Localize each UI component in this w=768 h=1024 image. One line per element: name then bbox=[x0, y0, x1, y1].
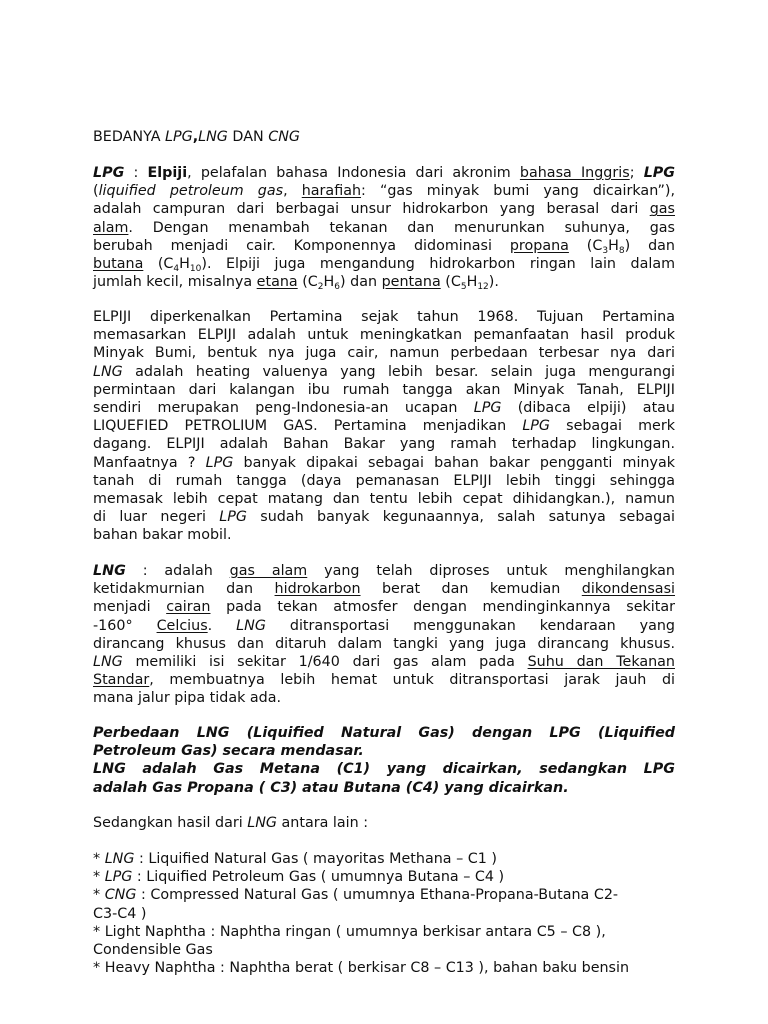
link-celcius[interactable]: Celcius bbox=[156, 617, 208, 634]
link-suhu-dan-tekanan[interactable]: Suhu dan Tekanan bbox=[527, 654, 675, 671]
link-bahasa-inggris[interactable]: bahasa Inggris bbox=[519, 165, 630, 181]
paragraph-elpiji: ELPIJI diperkenalkan Pertamina sejak tahun 1968. Tujuan Pertamina memasarkan ELPIJI adalah untuk meningkatkan pemanfaatan hasil produk Minyak Bumi, bentuk nya juga cair, namun perbedaan terbesar nya dari LNG adalah heating valuenya yang lebih besar. selain juga mengurangi permintaan dari kalangan ibu rumah tangga akan Minyak Tanah, ELPIJI sendiri merupakan peng-Indonesia-an ucapan LPG (dibaca elpiji) atau LIQUEFIED PETROLIUM GAS. Pertamina menjadikan LPG sebagai merk dagang. ELPIJI adalah Bahan Bakar yang ramah terhadap lingkungan. Manfaatnya ? LPG banyak dipakai sebagai bahan bakar pengganti minyak tanah di rumah tangga (daya pemanasan ELPIJI lebih tinggi sehingga memasak lebih cepat matang dan tentu lebih cepat dihidangkan.), namun di luar negeri LPG sudah banyak kegunaannya, salah satunya sebagai bahan bakar mobil. bbox=[93, 309, 676, 544]
list-item-light-naphtha: * Light Naphtha : Naphtha ringan ( umumnya berkisar antara C5 – C8 ), bbox=[93, 923, 606, 940]
link-etana[interactable]: etana bbox=[256, 274, 298, 291]
link-propana[interactable]: propana bbox=[509, 237, 569, 254]
link-harafiah[interactable]: harafiah bbox=[301, 183, 362, 200]
link-dikondensasi[interactable]: dikondensasi bbox=[581, 581, 675, 598]
link-alam[interactable]: alam bbox=[93, 219, 129, 236]
list-item-cng: * CNG : Compressed Natural Gas ( umumnya Ethana-Propana-Butana C2- bbox=[93, 887, 619, 904]
list-item-heavy-naphtha: * Heavy Naphtha : Naphtha berat ( berkisar C8 – C13 ), bahan baku bensin bbox=[93, 960, 630, 977]
link-cairan[interactable]: cairan bbox=[166, 599, 211, 616]
link-butana[interactable]: butana bbox=[93, 256, 144, 273]
paragraph-perbedaan: Perbedaan LNG (Liquified Natural Gas) dengan LPG (Liquified Petroleum Gas) secara mendasar. LNG adalah Gas Metana (C1) yang dicairkan, sedangkan LPG adalah Gas Propana ( C3) atau Butana (C4) yang dicairkan. bbox=[93, 725, 675, 796]
list-item-lpg: * LPG : Liquified Petroleum Gas ( umumnya Butana – C4 ) bbox=[93, 869, 505, 886]
link-gas-alam[interactable]: gas bbox=[649, 201, 675, 218]
paragraph-hasil-lng: Sedangkan hasil dari LNG antara lain : bbox=[93, 815, 369, 831]
paragraph-lpg-definition: LPG : Elpiji, pelafalan bahasa Indonesia dari akronim bahasa Inggris; LPG (liquified petroleum gas, harafiah: “gas minyak bumi yang dicairkan”), adalah campuran dari berbagai unsur hidrokarbon yang berasal dari gas alam. Dengan menambah tekanan dan menurunkan suhunya, gas berubah menjadi cair. Komponennya didominasi propana $(C_3H_8)$ dan butana $(C_4H_{10})$. Elpiji juga mengandung hidrokarbon ringan lain dalam jumlah kecil, misalnya etana $(C_2H_6)$ dan pentana $(C_5H_{12})$. bbox=[93, 165, 676, 293]
link-standar[interactable]: Standar bbox=[93, 672, 150, 689]
link-pentana[interactable]: pentana bbox=[381, 274, 441, 291]
link-hidrokarbon[interactable]: hidrokarbon bbox=[274, 581, 361, 598]
paragraph-lng-definition: LNG : adalah gas alam yang telah diproses untuk menghilangkan ketidakmurnian dan hidrokarbon berat dan kemudian dikondensasi menjadi cairan pada tekan atmosfer dengan mendinginkannya sekitar -160° Celcius. LNG ditransportasi menggunakan kendaraan yang dirancang khusus dan ditaruh dalam tangki yang juga dirancang khusus. LNG memiliki isi sekitar 1/640 dari gas alam pada Suhu dan Tekanan Standar, membuatnya lebih hemat untuk ditransportasi jarak jauh di mana jalur pipa tidak ada. bbox=[93, 563, 676, 707]
document-title: BEDANYA LPG,LNG DAN CNG bbox=[93, 129, 300, 145]
product-list: * LNG : Liquified Natural Gas ( mayoritas Methana – C1 ) * LPG : Liquified Petroleum Gas ( umumnya Butana – C4 ) * CNG : Compressed Natural Gas ( umumnya Ethana-Propana-Butana C2- C3-C4 ) * Light Naphtha : Naphtha ringan ( umumnya berkisar antara C5 – C8 ), Condensible Gas * Heavy Naphtha : Naphtha berat ( berkisar C8 – C13 ), bahan baku bensin bbox=[93, 850, 675, 977]
link-gas-alam-2[interactable]: gas alam bbox=[229, 563, 308, 579]
list-item-lng: * LNG : Liquified Natural Gas ( mayoritas Methana – C1 ) bbox=[93, 851, 497, 867]
